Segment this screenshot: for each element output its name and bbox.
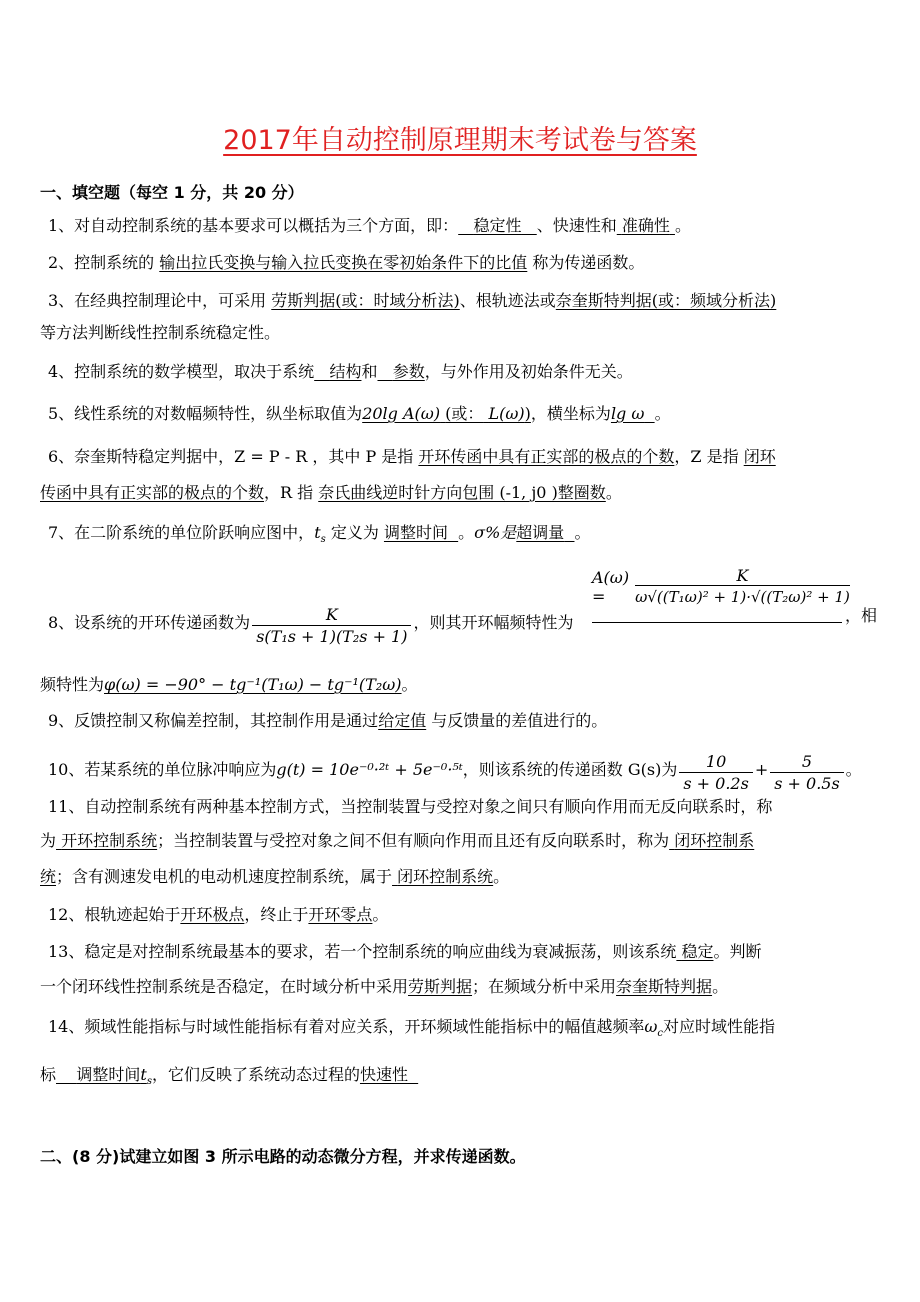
answer-1a: 稳定性 — [473, 216, 522, 235]
answer-6b-part2: 传函中具有正实部的极点的个数 — [40, 483, 265, 502]
answer-12a: 开环极点 — [180, 905, 245, 924]
impulse-response: g(t) = 10e⁻⁰·²ᵗ + 5e⁻⁰·⁵ᵗ — [276, 760, 463, 779]
answer-5a: 20lg A(ω) (或： L(ω)) — [362, 404, 531, 423]
answer-6a: 开环传函中具有正实部的极点的个数 — [418, 447, 675, 466]
answer-9: 给定值 — [378, 711, 427, 730]
answer-14a: 调整时间$t_s$ — [76, 1065, 152, 1087]
answer-4a: 结构 — [329, 362, 362, 381]
answer-7a: 调整时间 — [383, 523, 448, 542]
answer-14b: 快速性 — [359, 1065, 408, 1084]
question-9: 9、反馈控制又称偏差控制，其控制作用是通过给定值 与反馈量的差值进行的。 — [48, 711, 608, 730]
question-11-cont2: 统；含有测速发电机的电动机速度控制系统，属于 闭环控制系统。 — [40, 867, 510, 886]
question-2: 2、控制系统的 输出拉氏变换与输入拉氏变换在零初始条件下的比值 称为传递函数。 — [48, 253, 645, 272]
symbol-omega-c: $\omega_c$ — [644, 1017, 664, 1039]
question-5: 5、线性系统的对数幅频特性，纵坐标取值为20lg A(ω) (或： L(ω))，横坐标为lg ω 。 — [48, 404, 671, 423]
answer-13c: 奈奎斯特判据 — [616, 977, 713, 996]
symbol-ts: $t_s$ — [314, 523, 326, 545]
question-11: 11、自动控制系统有两种基本控制方式，当控制装置与受控对象之间只有顺向作用而无反向联系时，称 — [48, 797, 773, 816]
question-10: 10、若某系统的单位脉冲响应为g(t) = 10e⁻⁰·²ᵗ + 5e⁻⁰·⁵ᵗ，则该系统的传递函数 G(s)为 $\frac{10}{s + 0.2s}$ + $\frac{5}{s + 0.5s}$ 。 — [48, 752, 862, 793]
section-heading-fill-in: 一、填空题（每空 1 分，共 20 分） — [40, 183, 304, 202]
answer-6b-part1: 闭环 — [743, 447, 776, 466]
question-7: 7、在二阶系统的单位阶跃响应图中，$t_s$ 定义为 调整时间 。σ%是超调量 。 — [48, 523, 591, 545]
question-8: 8、设系统的开环传递函数为 $\frac{K}{\text{s(T₁s + 1)(T₂s + 1)}}$ ，则其开环幅频特性为 — [48, 605, 574, 646]
answer-1b: 准确性 — [621, 216, 670, 235]
question-6-cont: 传函中具有正实部的极点的个数，R 指 奈氏曲线逆时针方向包围 (-1, j0 )整圈数。 — [40, 483, 622, 502]
answer-3a: 劳斯判据(或：时域分析法) — [271, 291, 460, 310]
answer-13a: 稳定 — [681, 942, 714, 961]
answer-12b: 开环零点 — [308, 905, 373, 924]
answer-13b: 劳斯判据 — [408, 977, 473, 996]
question-13: 13、稳定是对控制系统最基本的要求，若一个控制系统的响应曲线为衰减振荡，则该系统 稳定。判断 — [48, 942, 762, 961]
section-heading-circuit: 二、(8 分)试建立如图 3 所示电路的动态微分方程，并求传递函数。 — [40, 1147, 526, 1166]
answer-11b-part1: 闭环控制系 — [674, 831, 755, 850]
answer-6c: 奈氏曲线逆时针方向包围 (-1, j0 )整圈数 — [318, 483, 606, 502]
question-6: 6、奈奎斯特稳定判据中，Z = P - R ，其中 P 是指 开环传函中具有正实部的极点的个数，Z 是指 闭环 — [48, 447, 776, 466]
answer-7b: 超调量 — [516, 523, 565, 542]
answer-11b-part2: 统 — [40, 867, 57, 886]
answer-11c: 闭环控制系统 — [397, 867, 494, 886]
question-3: 3、在经典控制理论中，可采用 劳斯判据(或：时域分析法)、根轨迹法或奈奎斯特判据(或：频域分析法) — [48, 291, 777, 310]
question-13-cont: 一个闭环线性控制系统是否稳定，在时域分析中采用劳斯判据；在频域分析中采用奈奎斯特判据。 — [40, 977, 729, 996]
answer-5b: lg ω — [610, 404, 645, 423]
page-title: 2017年自动控制原理期末考试卷与答案 — [223, 125, 697, 156]
answer-11a: 开环控制系统 — [61, 831, 158, 850]
question-8-tail: ，相 — [845, 606, 878, 625]
answer-8b: φ(ω) = −90° − tg⁻¹(T₁ω) − tg⁻¹(T₂ω) — [104, 675, 402, 694]
amplitude-formula: A(ω) = $\frac{K}{\text{ω√((T₁ω)² + 1)·√((T₂ω)² + 1)}}$ — [592, 566, 850, 606]
answer-10-term1: $\frac{10}{s + 0.2s}$ — [679, 752, 752, 795]
question-12: 12、根轨迹起始于开环极点，终止于开环零点。 — [48, 905, 389, 924]
answer-10-term2: $\frac{5}{s + 0.5s}$ — [770, 752, 843, 795]
answer-8a-underline — [592, 622, 842, 623]
question-1: 1、对自动控制系统的基本要求可以概括为三个方面，即： 稳定性 、快速性和 准确性 。 — [48, 216, 691, 235]
answer-2: 输出拉氏变换与输入拉氏变换在零初始条件下的比值 — [159, 253, 528, 272]
question-8-cont: 频特性为φ(ω) = −90° − tg⁻¹(T₁ω) − tg⁻¹(T₂ω)。 — [40, 675, 418, 694]
question-3-cont: 等方法判断线性控制系统稳定性。 — [40, 323, 281, 342]
question-14-cont: 标 调整时间$t_s$，它们反映了系统动态过程的快速性 — [40, 1064, 418, 1086]
question-4: 4、控制系统的数学模型，取决于系统 结构和 参数，与外作用及初始条件无关。 — [48, 362, 633, 381]
question-14: 14、频域性能指标与时域性能指标有着对应关系，开环频域性能指标中的幅值越频率$\omega_c$对应时域性能指 — [48, 1017, 776, 1039]
answer-3b: 奈奎斯特判据(或：频域分析法) — [555, 291, 777, 310]
question-11-cont: 为 开环控制系统；当控制装置与受控对象之间不但有顺向作用而且还有反向联系时，称为 闭环控制系 — [40, 831, 755, 850]
answer-4b: 参数 — [392, 362, 425, 381]
